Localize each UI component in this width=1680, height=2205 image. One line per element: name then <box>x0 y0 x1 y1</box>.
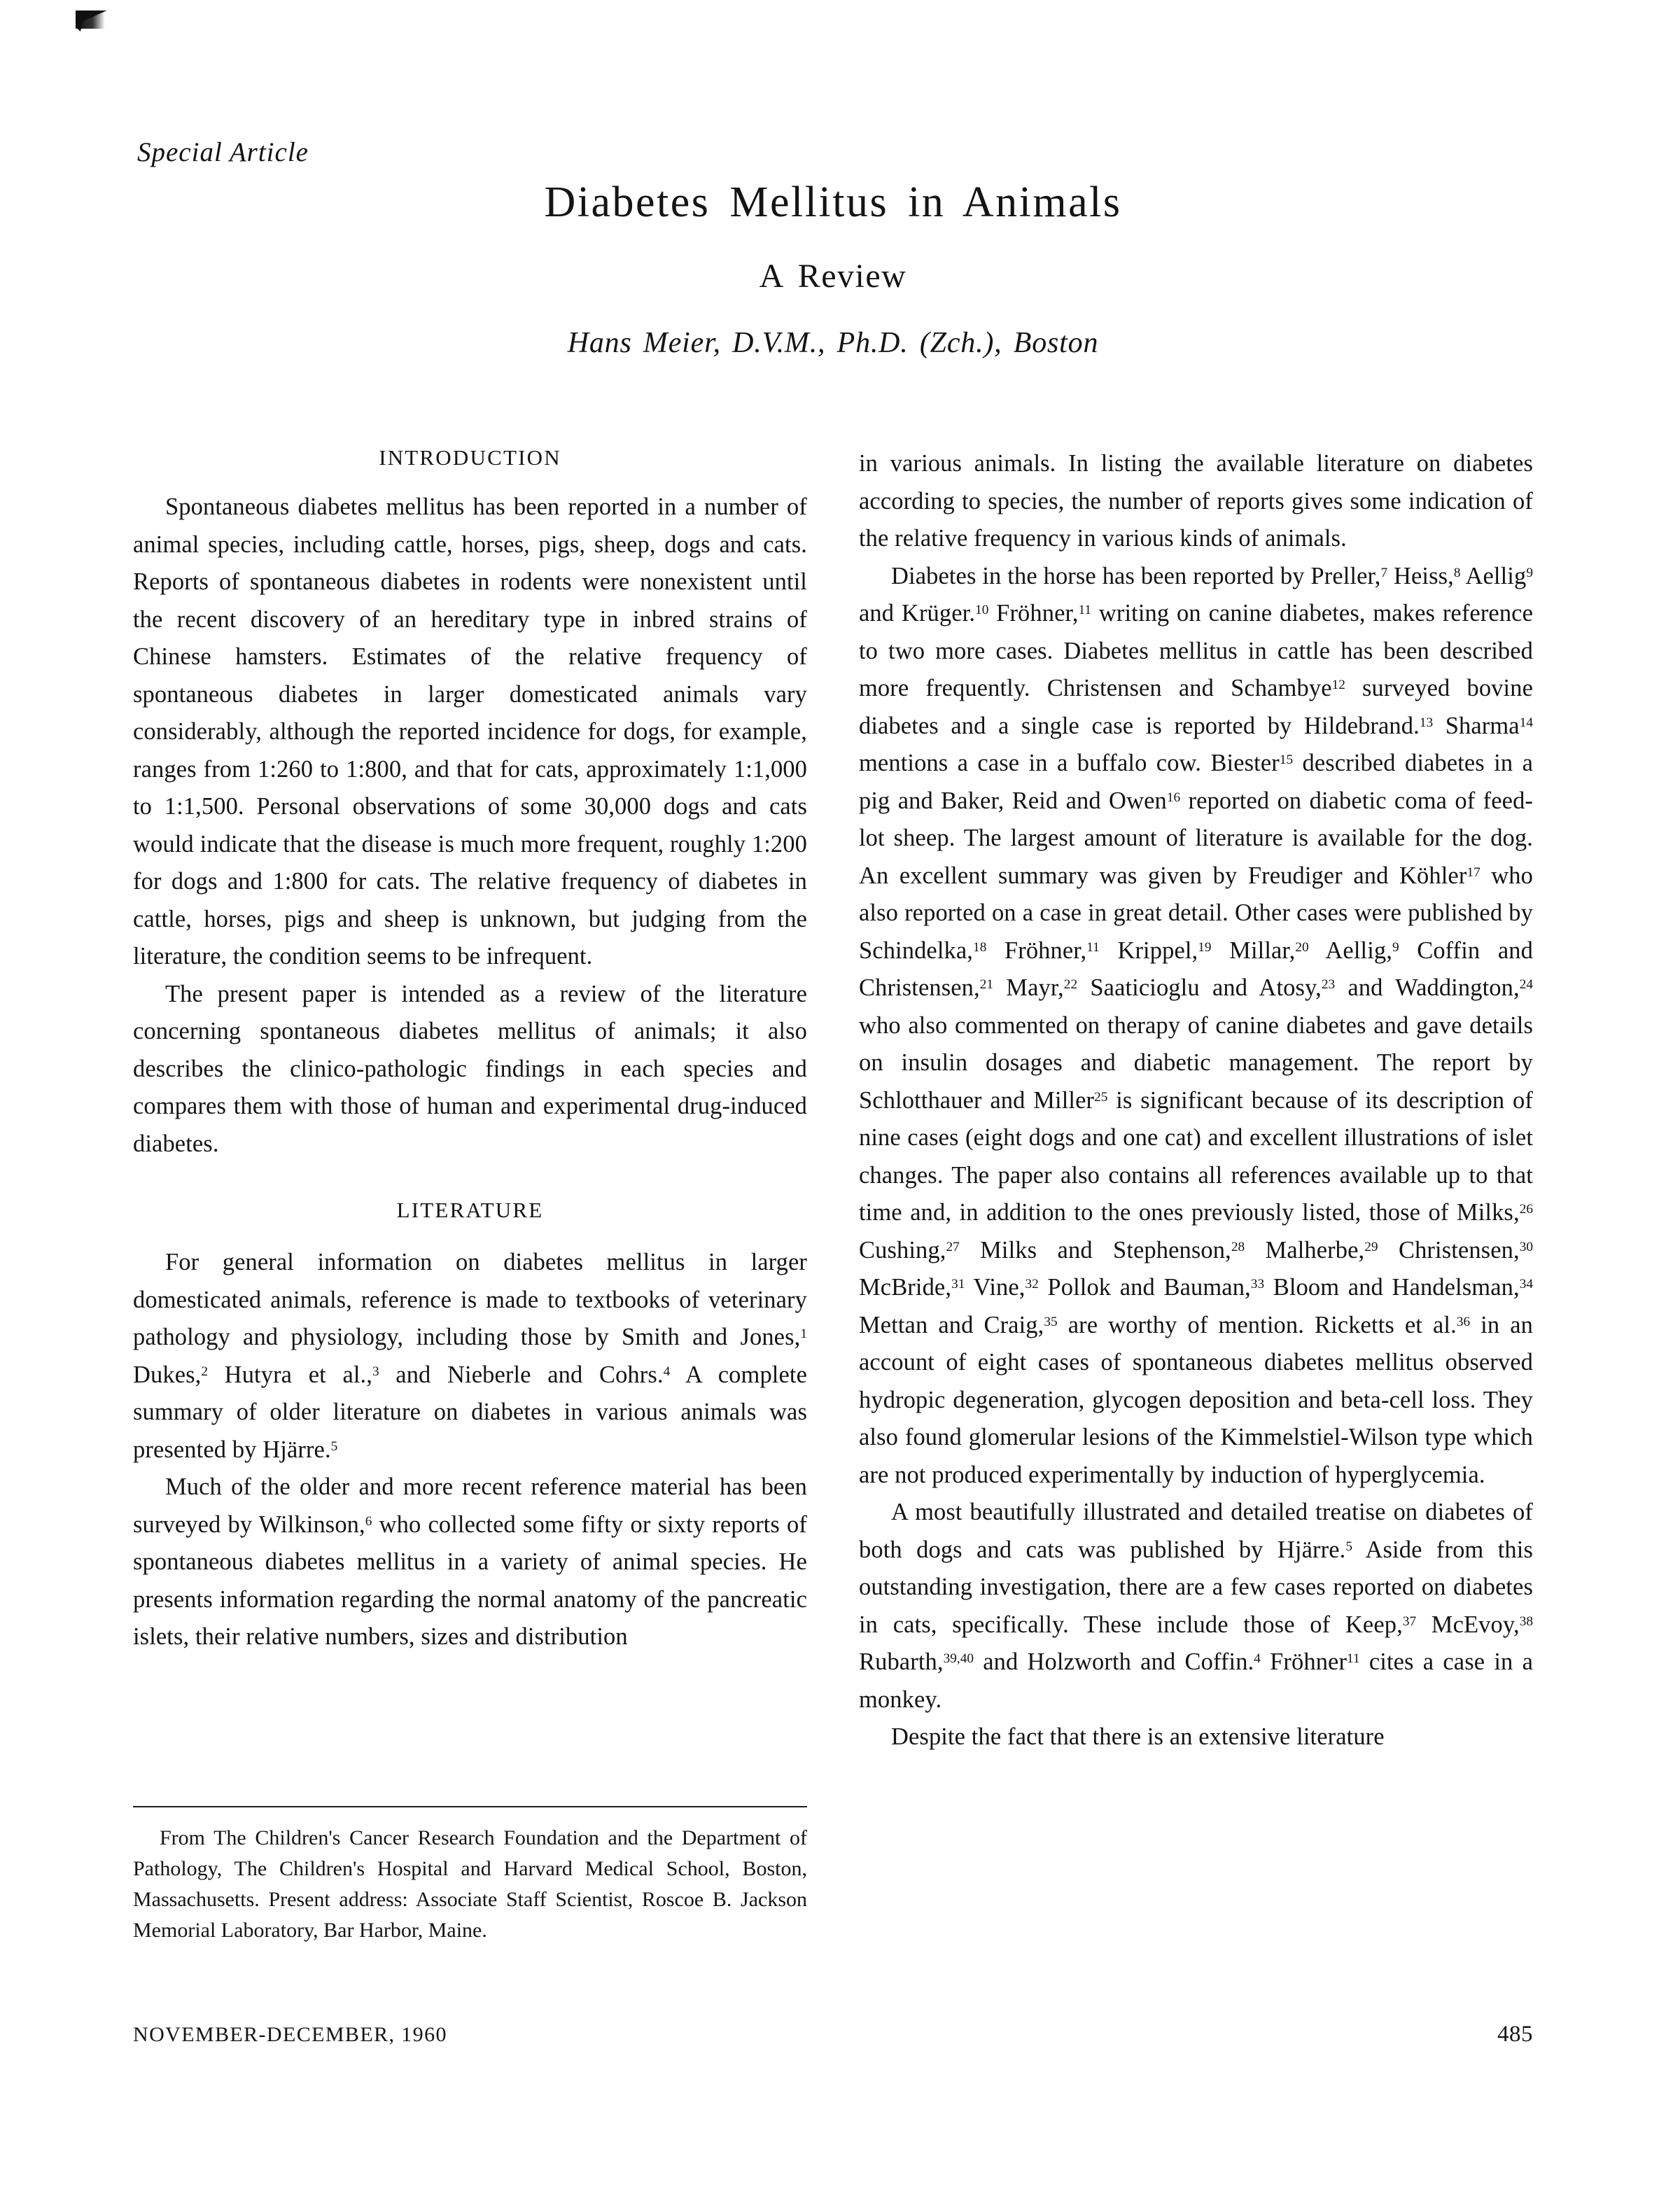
citation-ref: 9 <box>1526 565 1533 580</box>
text-run: Malherbe, <box>1245 1236 1365 1264</box>
paragraph-literature-1 <box>133 1244 807 1469</box>
text-run: Coffin and Christensen, <box>859 937 1533 1001</box>
text-run: McBride, <box>859 1274 952 1301</box>
text-run: Pollok and Bauman, <box>1038 1274 1251 1301</box>
citation-ref: 17 <box>1466 864 1480 880</box>
citation-ref: 23 <box>1321 976 1336 992</box>
text-run: Fröhner, <box>986 937 1087 964</box>
text-run: mentions a case in a buffalo cow. Biester <box>859 750 1280 776</box>
text-run: Milks and Stephenson, <box>959 1236 1231 1264</box>
text-run: Christensen, <box>1378 1236 1520 1264</box>
text-run: and Nieberle and Cohrs. <box>379 1361 664 1388</box>
citation-ref: 34 <box>1519 1276 1534 1292</box>
page-title: Diabetes Mellitus in Animals <box>544 178 1122 226</box>
text-run: and Krüger. <box>859 600 976 626</box>
left-column <box>133 445 807 1656</box>
text-run: Mettan and Craig, <box>859 1311 1044 1338</box>
issue-date: NOVEMBER-DECEMBER, 1960 <box>133 2023 447 2046</box>
text-run: Hutyra et al., <box>208 1361 372 1388</box>
citation-ref: 27 <box>946 1239 960 1254</box>
citation-ref: 38 <box>1519 1614 1533 1629</box>
text-run: A complete summary of older literature on diabetes in various animals was presented by Hjärre. <box>133 1361 807 1463</box>
citation-ref: 37 <box>1402 1614 1417 1629</box>
citation-ref: 18 <box>973 939 987 955</box>
citation-ref: 36 <box>1456 1314 1471 1329</box>
text-run: Cushing, <box>859 1236 946 1264</box>
kicker-special-article: Special Article <box>137 137 309 167</box>
text-run: Rubarth, <box>859 1648 944 1675</box>
page-subtitle: A Review <box>759 257 907 295</box>
citation-ref: 19 <box>1198 939 1212 955</box>
text-run: Vine, <box>965 1274 1026 1301</box>
paragraph-species-reports <box>859 558 1533 1494</box>
paragraph-literature-2 <box>133 1469 807 1656</box>
text-run: Aside from this outstanding investigation, there are a few cases reported on diabetes in cats, specifically. These include those of Keep, <box>859 1536 1533 1638</box>
text-run: cites a case in a monkey. <box>859 1648 1533 1713</box>
text-run: is significant because of its description of nine cases (eight dogs and one cat) and excellent illustrations of islet changes. The paper also contains all references available up to that time and, in addition to the ones previously listed, those of Milks, <box>859 1086 1533 1226</box>
citation-ref: 4 <box>1254 1651 1261 1666</box>
citation-ref: 22 <box>1063 976 1078 992</box>
citation-ref: 12 <box>1331 677 1345 692</box>
paragraph-continued-5: in various animals. In listing the available literature on diabetes according to species, the number of reports gives some indication of the relative frequency in various kinds of animals. <box>859 450 1533 552</box>
right-column <box>859 445 1533 1756</box>
text-run: who also commented on therapy of canine diabetes and gave details on insulin dosages and diabetic management. The report by Schlotthauer and Miller <box>859 1011 1533 1114</box>
citation-ref: 6 <box>365 1513 372 1529</box>
text-run: and Waddington, <box>1335 974 1520 1001</box>
citation-ref: 33 <box>1250 1276 1265 1292</box>
text-run: surveyed bovine diabetes and a single case is reported by Hildebrand. <box>859 675 1533 739</box>
text-run: Much of the older and more recent reference material has been surveyed by Wilkinson, <box>133 1474 807 1538</box>
text-run: Diabetes in the horse has been reported by Preller, <box>891 562 1381 589</box>
text-run: in an account of eight cases of spontaneous diabetes mellitus observed hydropic degeneration, glycogen deposition and beta-cell loss. They also found glomerular lesions of the Kimmelstiel-Wilson type which are not produced experimentally by induction of hyperglycemia. <box>859 1311 1533 1488</box>
text-run: Mayr, <box>993 974 1064 1001</box>
citation-ref: 2 <box>201 1364 209 1379</box>
citation-ref: 7 <box>1380 565 1388 580</box>
citation-ref: 26 <box>1519 1201 1533 1217</box>
citation-ref: 10 <box>975 602 989 617</box>
text-run: writing on canine diabetes, makes reference to two more cases. Diabetes mellitus in cattle has been described more frequently. Christensen and Schambye <box>859 600 1534 701</box>
text-run: Dukes, <box>133 1361 202 1388</box>
citation-ref: 5 <box>1345 1539 1353 1554</box>
citation-ref: 39,40 <box>943 1651 974 1666</box>
citation-ref: 31 <box>951 1276 965 1292</box>
citation-ref: 29 <box>1364 1239 1378 1254</box>
text-run: Millar, <box>1211 937 1296 964</box>
citation-ref: 25 <box>1094 1089 1108 1105</box>
citation-ref: 11 <box>1078 602 1092 617</box>
article-header <box>133 136 1533 360</box>
paragraph-despite-carryover: Despite the fact that there is an extensive literature <box>891 1723 1385 1750</box>
citation-ref: 20 <box>1295 939 1309 955</box>
paragraph-intro-2: The present paper is intended as a review of the literature concerning spontaneous diabetes mellitus of animals; it also describes the clinico-pathologic findings in each species and compares them with those of human and experimental drug-induced diabetes. <box>133 980 807 1157</box>
citation-ref: 24 <box>1519 976 1533 992</box>
text-run: A most beautifully illustrated and detailed treatise on diabetes of both dogs and cats was published by Hjärre. <box>859 1499 1533 1563</box>
text-run: Saaticioglu and Atosy, <box>1077 974 1322 1001</box>
text-run: Fröhner <box>1260 1648 1348 1675</box>
citation-ref: 9 <box>1392 939 1399 955</box>
text-run: are worthy of mention. Ricketts et al. <box>1057 1311 1457 1338</box>
text-run: Sharma <box>1433 712 1520 739</box>
paragraph-cat-reports <box>859 1494 1533 1718</box>
text-run: Fröhner, <box>988 600 1079 626</box>
citation-ref: 28 <box>1231 1239 1245 1254</box>
text-run: For general information on diabetes mellitus in larger domesticated animals, reference is made to textbooks of veterinary pathology and physiology, including those by Smith and Jones, <box>133 1249 807 1350</box>
text-run: who collected some fifty or sixty reports of spontaneous diabetes mellitus in a variety of animal species. He presents information regarding the normal anatomy of the pancreatic islets, their relative numbers, sizes and distribution <box>133 1511 807 1650</box>
citation-ref: 35 <box>1044 1314 1058 1329</box>
citation-ref: 21 <box>979 976 994 992</box>
author-byline: Hans Meier, D.V.M., Ph.D. (Zch.), Boston <box>567 326 1099 359</box>
text-run: McEvoy, <box>1416 1611 1520 1638</box>
footnote-text: From The Children's Cancer Research Foundation and the Department of Pathology, The Children's Hospital and Harvard Medical School, Boston, Massachusetts. Present address: Associate Staff Scientist, Roscoe B. Jackson Memorial Laboratory, Bar Harbor, Maine. <box>133 1826 807 1942</box>
footnote-block <box>133 1806 807 1946</box>
citation-ref: 4 <box>663 1364 671 1379</box>
citation-ref: 13 <box>1419 715 1434 730</box>
citation-ref: 32 <box>1025 1276 1039 1292</box>
scan-artifact-mark <box>76 10 116 29</box>
body-columns <box>133 445 1533 1957</box>
page-number: 485 <box>1497 2022 1533 2047</box>
citation-ref: 5 <box>330 1438 338 1454</box>
section-heading-introduction: INTRODUCTION <box>379 445 561 470</box>
citation-ref: 11 <box>1086 939 1100 955</box>
citation-ref: 11 <box>1347 1651 1360 1666</box>
citation-ref: 14 <box>1519 715 1533 730</box>
text-run: described diabetes in a pig and Baker, Reid and Owen <box>859 750 1533 814</box>
text-run: Aellig <box>1460 562 1527 589</box>
section-heading-literature: LITERATURE <box>396 1198 544 1222</box>
text-run: who also reported on a case in great detail. Other cases were published by Schindelka, <box>859 862 1533 964</box>
footnote-divider <box>133 1806 807 1807</box>
text-run: and Holzworth and Coffin. <box>974 1648 1254 1675</box>
citation-ref: 15 <box>1279 752 1294 767</box>
citation-ref: 30 <box>1519 1239 1533 1254</box>
citation-ref: 1 <box>800 1326 807 1341</box>
page-footer <box>133 2022 1533 2047</box>
text-run: Aellig, <box>1308 937 1392 964</box>
text-run: reported on diabetic coma of feed-lot sheep. The largest amount of literature is available for the dog. An excellent summary was given by Freudiger and Köhler <box>859 787 1534 889</box>
text-run: Krippel, <box>1099 937 1198 964</box>
text-run: Heiss, <box>1387 562 1454 589</box>
citation-ref: 8 <box>1453 565 1461 580</box>
paragraph-intro-1: Spontaneous diabetes mellitus has been reported in a number of animal species, including cattle, horses, pigs, sheep, dogs and cats. Reports of spontaneous diabetes in rodents were nonexistent until the recent discovery of an hereditary type in inbred strains of Chinese hamsters. Estimates of the relative frequency of spontaneous diabetes in larger domesticated animals vary considerably, although the reported incidence for dogs, for example, ranges from 1:260 to 1:800, and that for cats, approximately 1:1,000 to 1:1,500. Personal observations of some 30,000 dogs and cats would indicate that the disease is much more frequent, roughly 1:200 for dogs and 1:800 for cats. The relative frequency of diabetes in cattle, horses, pigs and sheep is unknown, but judging from the literature, the condition seems to be infrequent. <box>133 493 807 969</box>
citation-ref: 16 <box>1166 790 1181 805</box>
citation-ref: 3 <box>372 1364 379 1379</box>
text-run: Bloom and Handelsman, <box>1264 1274 1520 1301</box>
